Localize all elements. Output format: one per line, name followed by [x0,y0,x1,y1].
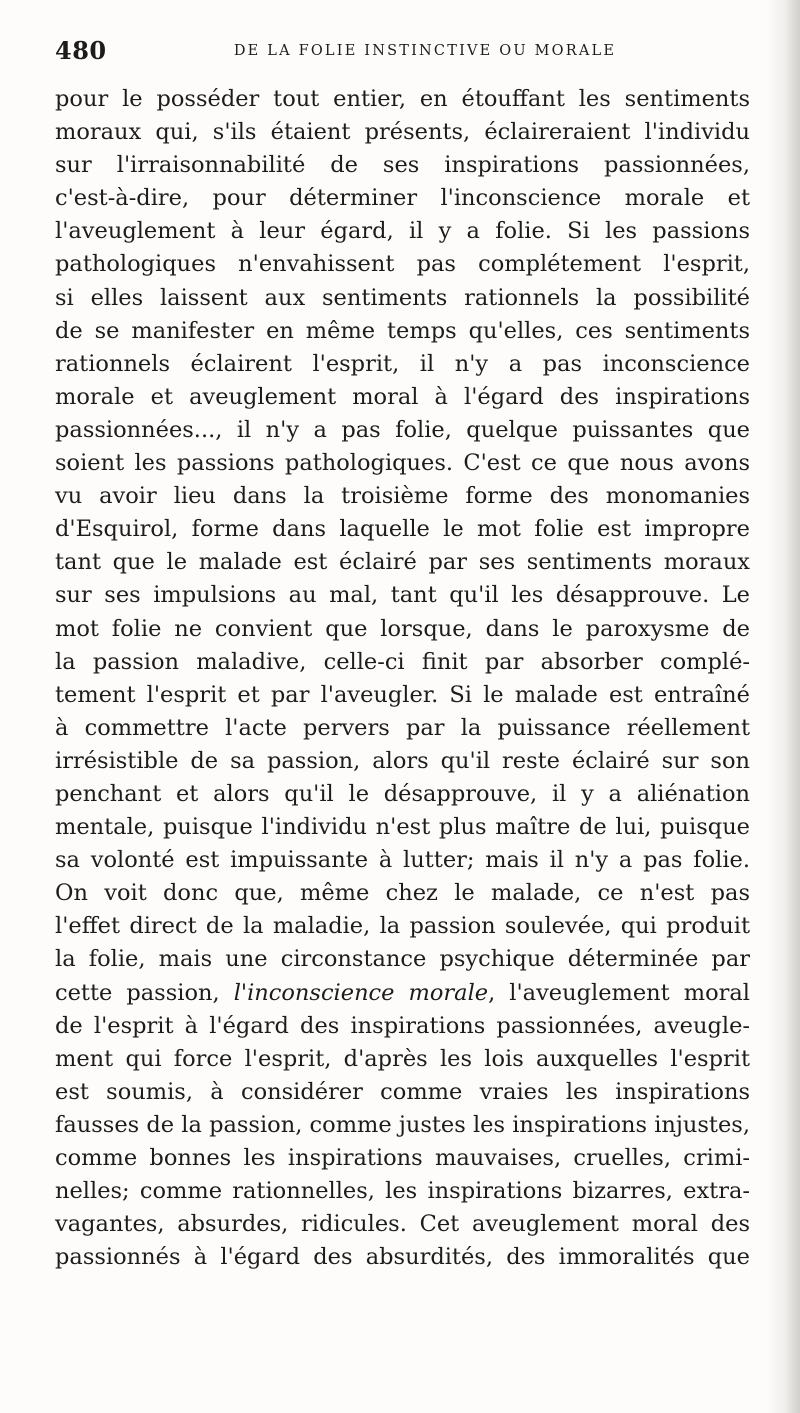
text-line: c'est-à-dire, pour déterminer l'inconscience morale et [55,185,750,212]
text-line: mot folie ne convient que lorsque, dans le paroxysme de [55,615,750,642]
text-line: est soumis, à considérer comme vraies les inspirations [55,1078,750,1105]
text-line: mentale, puisque l'individu n'est plus maître de lui, puisque [55,814,750,841]
text-line: ment qui force l'esprit, d'après les lois auxquelles l'esprit [55,1045,750,1072]
text-line: irrésistible de sa passion, alors qu'il reste éclairé sur son [55,747,750,774]
text-line: tant que le malade est éclairé par ses sentiments moraux [55,549,750,576]
text-line: d'Esquirol, forme dans laquelle le mot folie est impropre [55,516,750,543]
page-header [55,36,745,66]
text-line: la passion maladive, celle-ci finit par absorber complé- [55,648,750,675]
text-line: penchant et alors qu'il le désapprouve, il y a aliénation [55,780,750,807]
text-line: passionnés à l'égard des absurdités, des immoralités que [55,1244,750,1271]
text-segment: , l'aveuglement moral [488,979,750,1006]
text-line: On voit donc que, même chez le malade, ce n'est pas [55,880,750,907]
text-line: pour le posséder tout entier, en étouffant les sentiments [55,86,750,112]
page-number: 480 [55,36,107,65]
text-line-with-italic [55,977,750,1010]
text-line: nelles; comme rationnelles, les inspirations bizarres, extra- [55,1178,750,1205]
text-line: si elles laissent aux sentiments rationnels la possibilité [55,284,750,311]
text-line: morale et aveuglement moral à l'égard des inspirations [55,383,750,410]
text-line: de se manifester en même temps qu'elles, ces sentiments [55,317,750,344]
text-line: fausses de la passion, comme justes les inspirations injustes, [55,1111,750,1138]
text-line: rationnels éclairent l'esprit, il n'y a pas inconscience [55,350,750,377]
text-line: la folie, mais une circonstance psychique déterminée par [55,946,750,973]
text-line: tement l'esprit et par l'aveugler. Si le malade est entraîné [55,681,750,708]
text-line: l'aveuglement à leur égard, il y a folie. Si les passions [55,218,750,245]
text-line: sur ses impulsions au mal, tant qu'il les désapprouve. Le [55,582,750,609]
text-line: vagantes, absurdes, ridicules. Cet aveuglement moral des [55,1211,750,1238]
running-title: DE LA FOLIE INSTINCTIVE OU MORALE [233,43,617,59]
text-line: comme bonnes les inspirations mauvaises, cruelles, crimi- [55,1145,750,1171]
page-edge-shadow [766,0,800,1413]
text-line: à commettre l'acte pervers par la puissance réellement [55,714,750,741]
text-line: vu avoir lieu dans la troisième forme des monomanies [55,483,750,510]
italic-term: l'inconscience morale [233,979,489,1006]
text-line: pathologiques n'envahissent pas complétement l'esprit, [55,251,750,278]
text-line: sa volonté est impuissante à lutter; mais il n'y a pas folie. [55,847,750,874]
text-line: l'effet direct de la maladie, la passion soulevée, qui produit [55,913,750,940]
text-line: de l'esprit à l'égard des inspirations passionnées, aveugle- [55,1012,750,1039]
body-text [55,83,750,1274]
text-segment: cette passion, [55,979,234,1006]
text-line: sur l'irraisonnabilité de ses inspirations passionnées, [55,152,750,179]
text-line: passionnées..., il n'y a pas folie, quelque puissantes que [55,416,750,443]
text-line: soient les passions pathologiques. C'est ce que nous avons [55,450,750,477]
text-line: moraux qui, s'ils étaient présents, éclaireraient l'individu [55,119,750,146]
